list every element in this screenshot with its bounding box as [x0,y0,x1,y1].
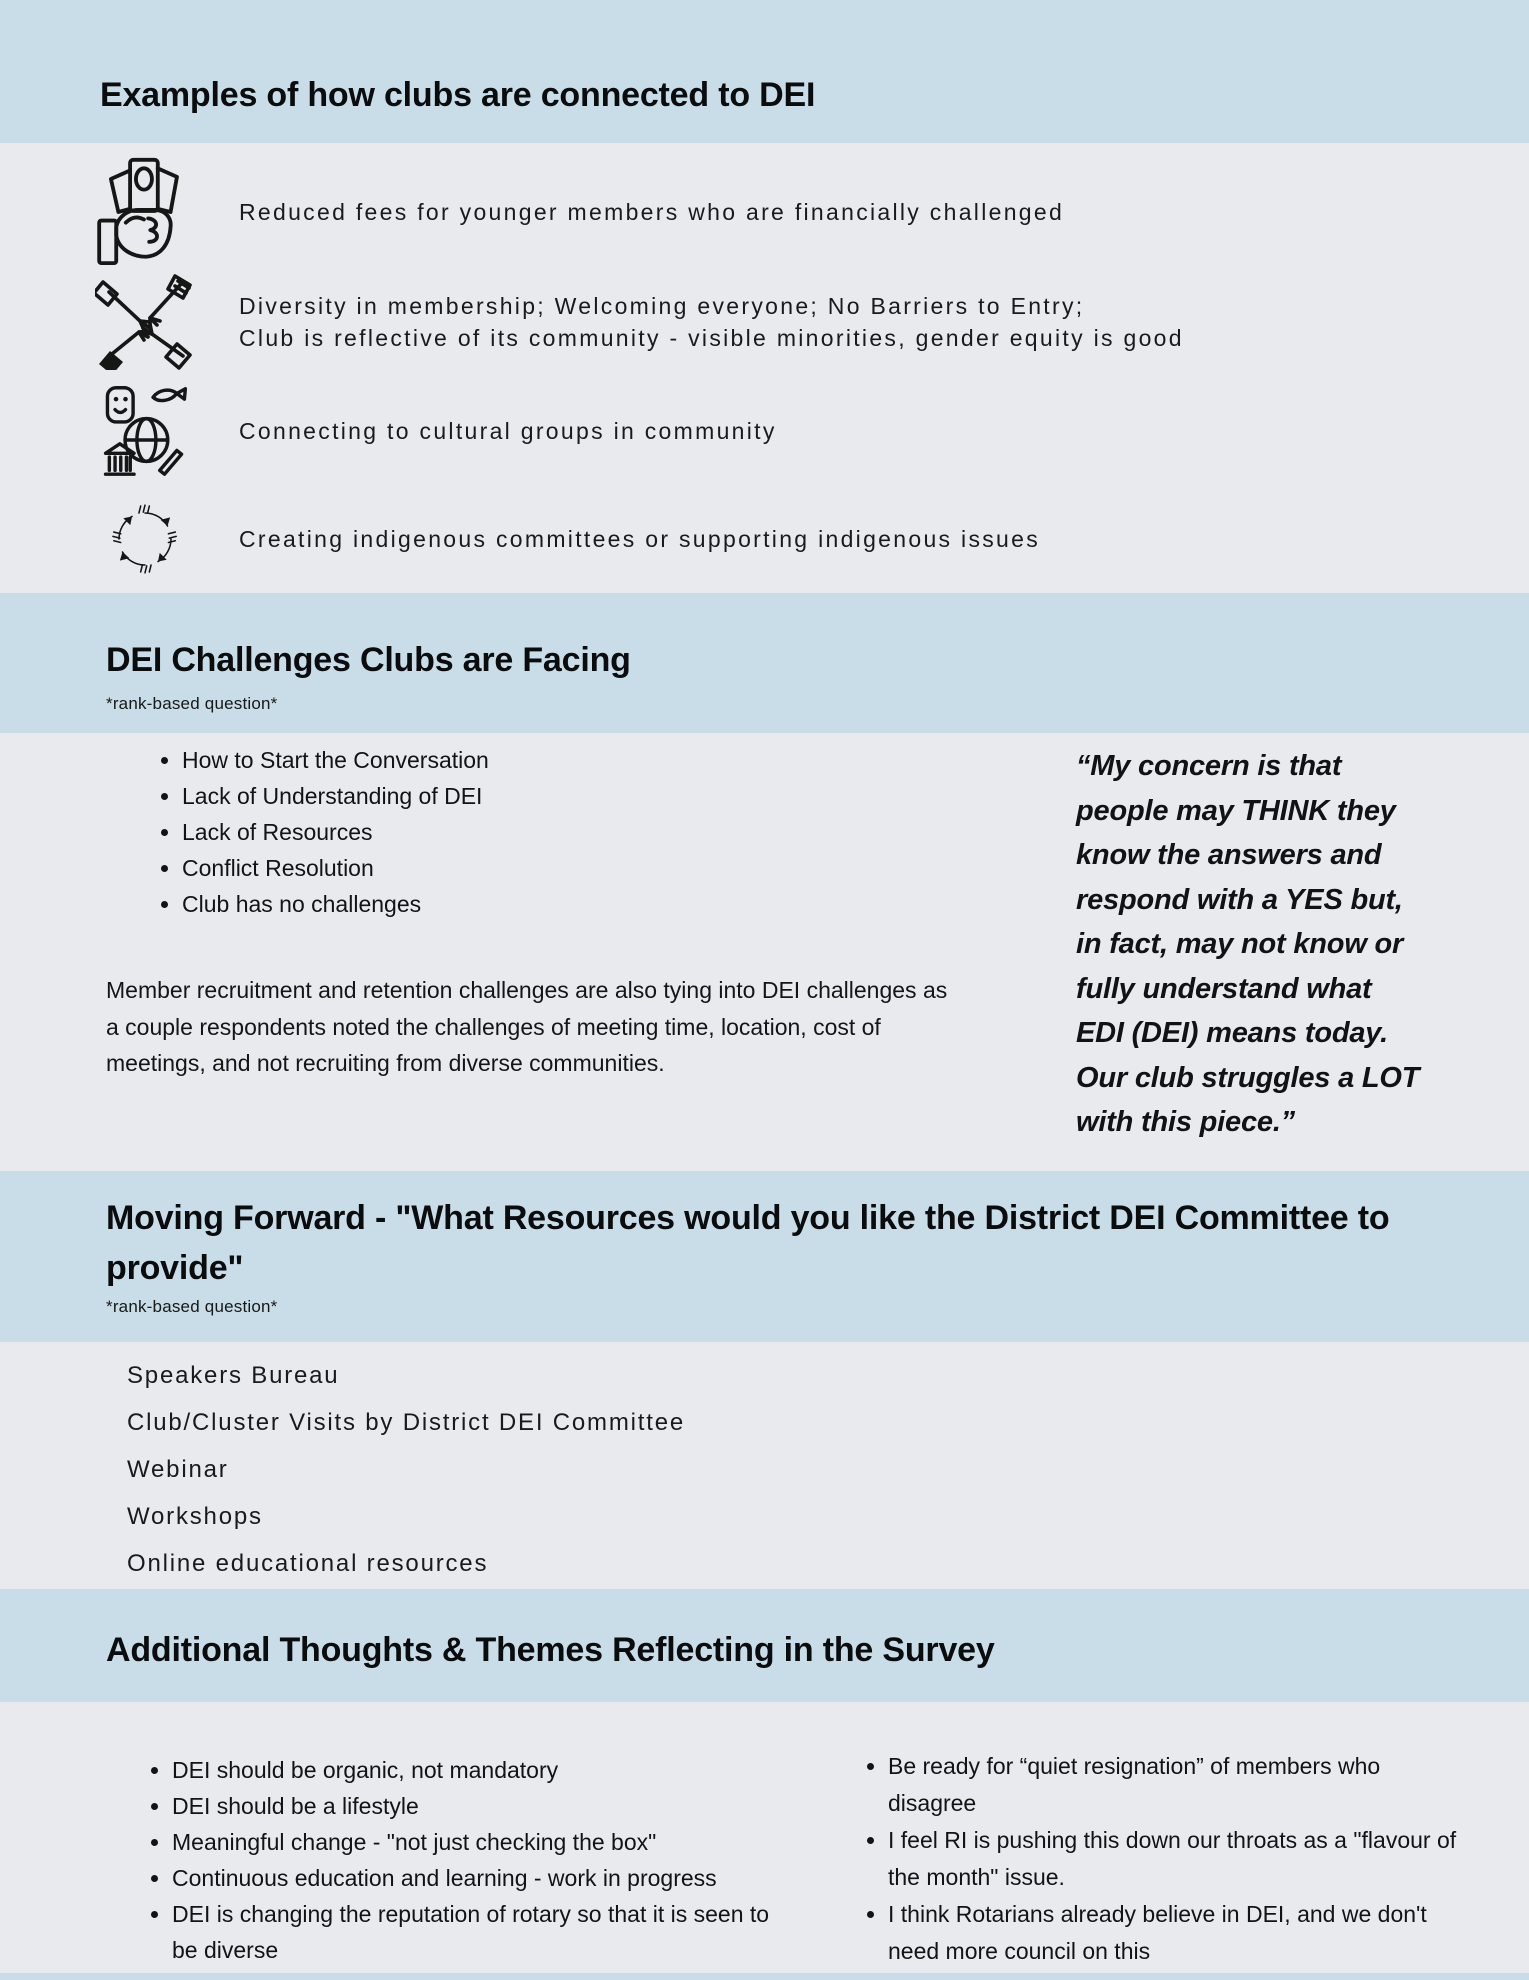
quote-line: Our club struggles a LOT [1076,1061,1420,1094]
examples-title: Examples of how clubs are connected to DEI [100,76,816,114]
thought-item: • I feel RI is pushing this down our throats as a "flavour of the month" issue. [888,1822,1460,1896]
challenge-item: • How to Start the Conversation [182,742,489,778]
resources-list [127,1352,685,1587]
example-line: Creating indigenous committees or supporting indigenous issues [239,526,1041,552]
moving-forward-title: Moving Forward - "What Resources would you like the District DEI Committee to provide" [106,1199,1390,1287]
quote-line: in fact, may not know or [1076,928,1404,960]
thought-item: • Continuous education and learning - work in progress [172,1860,792,1896]
cash-in-hand-icon [92,152,197,272]
cycle-arrows-icon [92,497,197,581]
additional-right-column [862,1748,1460,1970]
quote-line: “My concern is that [1076,750,1342,782]
example-row-diversity [92,272,1184,372]
examples-section-header [0,0,1529,143]
resource-item: Workshops [127,1503,263,1530]
example-row-cultural-groups [92,383,777,478]
additional-title: Additional Thoughts & Themes Reflecting in the Survey [106,1631,995,1669]
member-quote [1076,744,1496,1145]
thought-item: • Meaningful change - "not just checking the box" [172,1824,792,1860]
challenge-item: • Conflict Resolution [182,850,489,886]
additional-left-column [148,1752,792,1968]
challenges-list [158,742,489,922]
thought-item: • I think Rotarians already believe in DEI, and we don't need more council on this [888,1896,1460,1970]
quote-line: people may THINK they [1076,794,1396,827]
example-row-text [239,196,1064,228]
example-line: Connecting to cultural groups in community [239,417,777,444]
example-row-text [239,523,1040,555]
example-line: Diversity in membership; Welcoming everyone; No Barriers to Entry; [239,293,1085,319]
example-line: Reduced fees for younger members who are financially challenged [239,199,1065,225]
challenge-item: • Lack of Understanding of DEI [182,778,489,814]
resource-item: Webinar [127,1456,229,1483]
example-row-reduced-fees [92,152,1064,272]
bottom-accent-strip [0,1973,1529,1980]
quote-line: respond with a YES but, [1076,883,1403,916]
resource-item: Online educational resources [127,1550,489,1577]
challenges-rank-note: *rank-based question* [106,694,278,713]
example-row-text [239,415,777,447]
quote-line: fully understand what [1076,972,1372,1005]
diverse-hands-icon [92,272,197,372]
moving-forward-rank-note: *rank-based question* [106,1297,278,1316]
example-row-text [239,290,1184,354]
example-row-indigenous [92,497,1040,581]
resource-item: Club/Cluster Visits by District DEI Committee [127,1409,685,1436]
culture-globe-icon [92,383,197,478]
challenge-item: • Club has no challenges [182,886,489,922]
challenge-item: • Lack of Resources [182,814,489,850]
challenges-title: DEI Challenges Clubs are Facing [106,641,631,679]
quote-line: with this piece.” [1076,1106,1295,1138]
challenges-paragraph: Member recruitment and retention challenges are also tying into DEI challenges as a couple respondents noted the challenges of meeting time, location, cost of meetings, and not recruiting from diverse communities. [106,977,948,1076]
quote-line: know the answers and [1076,839,1382,871]
additional-section-header [0,1589,1529,1702]
thought-item: • DEI should be a lifestyle [172,1788,792,1824]
thought-item: • DEI is changing the reputation of rotary so that it is seen to be diverse [172,1896,792,1968]
quote-line: EDI (DEI) means today. [1076,1017,1388,1049]
thought-item: • Be ready for “quiet resignation” of members who disagree [888,1748,1460,1822]
challenges-section-header [0,593,1529,733]
moving-forward-section-header [0,1171,1529,1342]
thought-item: • DEI should be organic, not mandatory [172,1752,792,1788]
resource-item: Speakers Bureau [127,1362,340,1389]
example-line: Club is reflective of its community - visible minorities, gender equity is good [239,325,1184,351]
